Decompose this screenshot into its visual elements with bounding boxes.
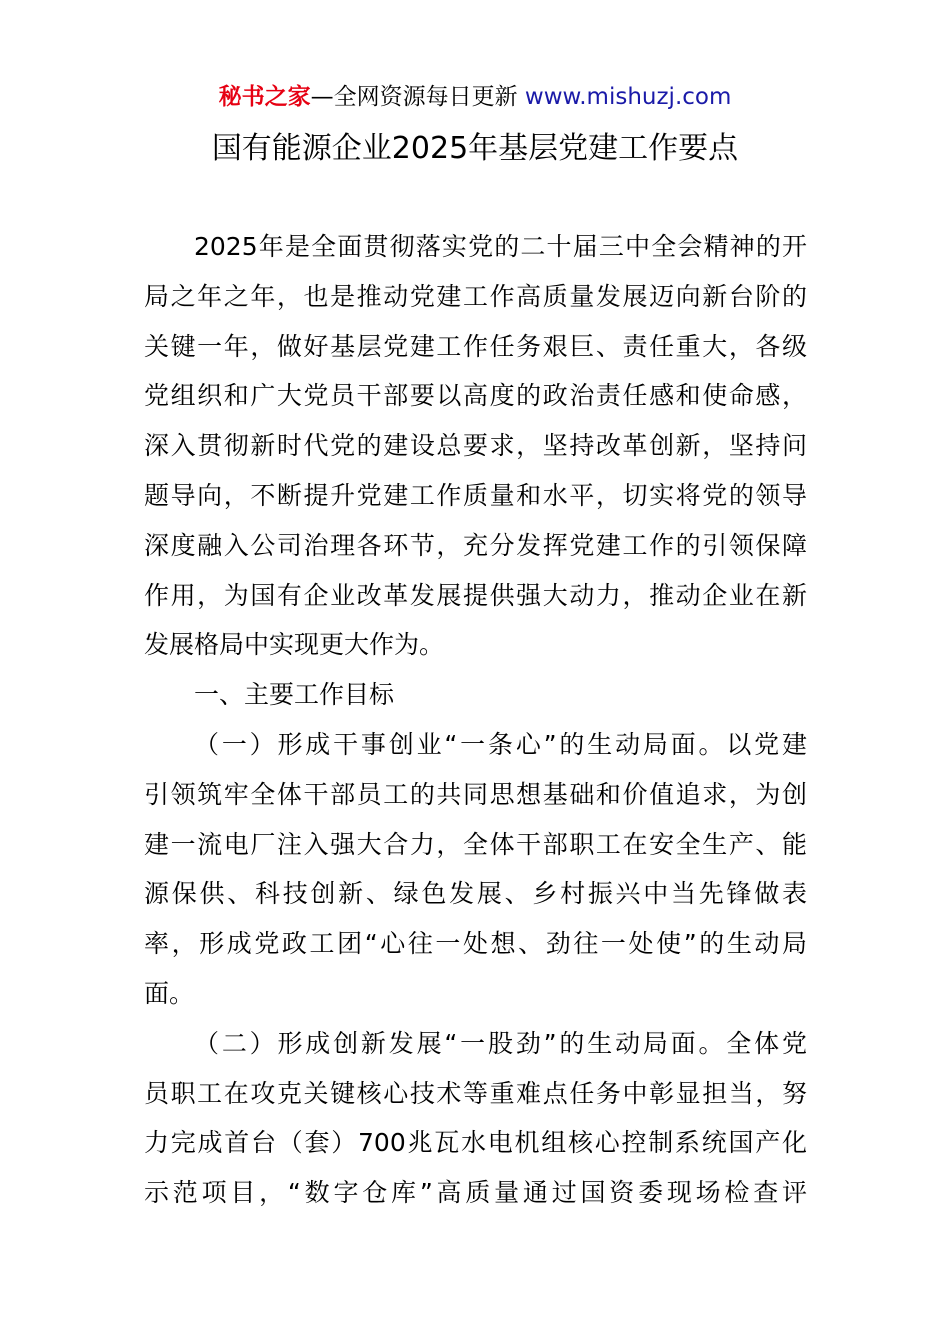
- paragraph-line: 源保供、科技创新、绿色发展、乡村振兴中当先锋做表: [144, 879, 807, 909]
- paragraph-line: 题导向，不断提升党建工作质量和水平，切实将党的领导: [144, 480, 807, 510]
- paragraph-line: 率，形成党政工团“心往一处想、劲往一处使”的生动局: [144, 929, 807, 959]
- paragraph-line: 力完成首台（套）700兆瓦水电机组核心控制系统国产化: [144, 1128, 807, 1158]
- paragraph-line: 深入贯彻新时代党的建设总要求，坚持改革创新，坚持问: [144, 431, 807, 461]
- paragraph-line: 发展格局中实现更大作为。: [144, 630, 445, 660]
- section-heading: 一、主要工作目标: [194, 680, 395, 710]
- paragraph-line: 关键一年，做好基层党建工作任务艰巨、责任重大，各级: [144, 331, 807, 361]
- paragraph-line: 党组织和广大党员干部要以高度的政治责任感和使命感，: [144, 381, 807, 411]
- site-url-link[interactable]: www.mishuzj.com: [524, 84, 732, 110]
- document-title: 国有能源企业2025年基层党建工作要点: [211, 131, 739, 166]
- paragraph-line: 作用，为国有企业改革发展提供强大动力，推动企业在新: [144, 580, 807, 610]
- paragraph-line: 面。: [144, 978, 195, 1008]
- site-brand: 秘书之家: [218, 84, 311, 110]
- paragraph-line: （一）形成干事创业“一条心”的生动局面。以党建: [194, 729, 807, 759]
- paragraph-line: 2025年是全面贯彻落实党的二十届三中全会精神的开: [194, 232, 807, 261]
- document-body: [144, 222, 807, 1218]
- paragraph-line: 示范项目，“数字仓库”高质量通过国资委现场检查评: [144, 1178, 807, 1208]
- site-header: [0, 80, 950, 114]
- paragraph-line: 局之年之年，也是推动党建工作高质量发展迈向新台阶的: [144, 281, 807, 311]
- paragraph-line: 建一流电厂注入强大合力，全体干部职工在安全生产、能: [144, 829, 807, 859]
- paragraph-line: （二）形成创新发展“一股劲”的生动局面。全体党: [194, 1028, 807, 1058]
- paragraph-line: 员职工在攻克关键核心技术等重难点任务中彰显担当，努: [144, 1078, 807, 1108]
- paragraph-line: 深度融入公司治理各环节，充分发挥党建工作的引领保障: [144, 530, 807, 560]
- site-tagline: —全网资源每日更新: [310, 84, 525, 110]
- paragraph-line: 引领筑牢全体干部员工的共同思想基础和价值追求，为创: [144, 779, 807, 809]
